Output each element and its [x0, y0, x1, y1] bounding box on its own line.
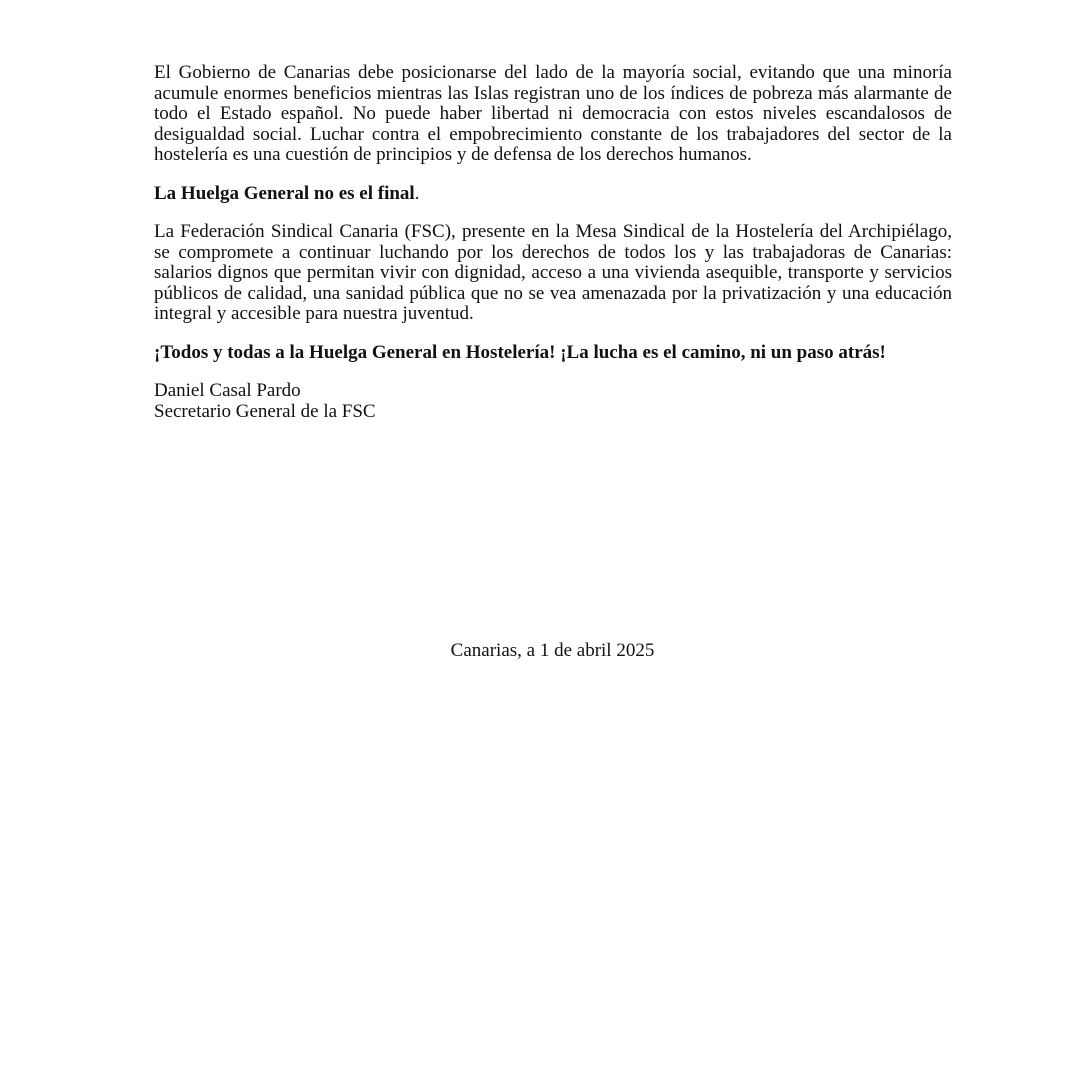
document-body — [154, 63, 952, 422]
paragraph-federation: La Federación Sindical Canaria (FSC), presente en la Mesa Sindical de la Hostelería del Archipiélago, se compromete a continuar luchando por los derechos de todos los y las trabajadoras de Canarias: salarios dignos que permitan vivir con dignidad, acceso a una vivienda asequible, transporte y servicios públicos de calidad, una sanidad pública que no se vea amenazada por la privatización y una educación integral y accesible para nuestra juventud. — [154, 221, 952, 324]
signature-block — [154, 381, 952, 422]
date-line: Canarias, a 1 de abril 2025 — [450, 640, 655, 661]
signer-name: Daniel Casal Pardo — [154, 380, 301, 401]
slogan: ¡Todos y todas a la Huelga General en Hostelería! ¡La lucha es el camino, ni un paso atrás! — [154, 341, 886, 363]
paragraph-government: El Gobierno de Canarias debe posicionarse del lado de la mayoría social, evitando que una minoría acumule enormes beneficios mientras las Islas registran uno de los índices de pobreza más alarmante de todo el Estado español. No puede haber libertad ni democracia con estos niveles escandalosos de desigualdad social. Luchar contra el empobrecimiento constante de los trabajadores del sector de la hostelería es una cuestión de principios y de defensa de los derechos humanos. — [154, 62, 952, 165]
section-heading-text: La Huelga General no es el final — [154, 182, 415, 204]
section-heading — [154, 184, 952, 205]
signer-title: Secretario General de la FSC — [154, 400, 376, 422]
section-heading-period: . — [414, 182, 420, 204]
